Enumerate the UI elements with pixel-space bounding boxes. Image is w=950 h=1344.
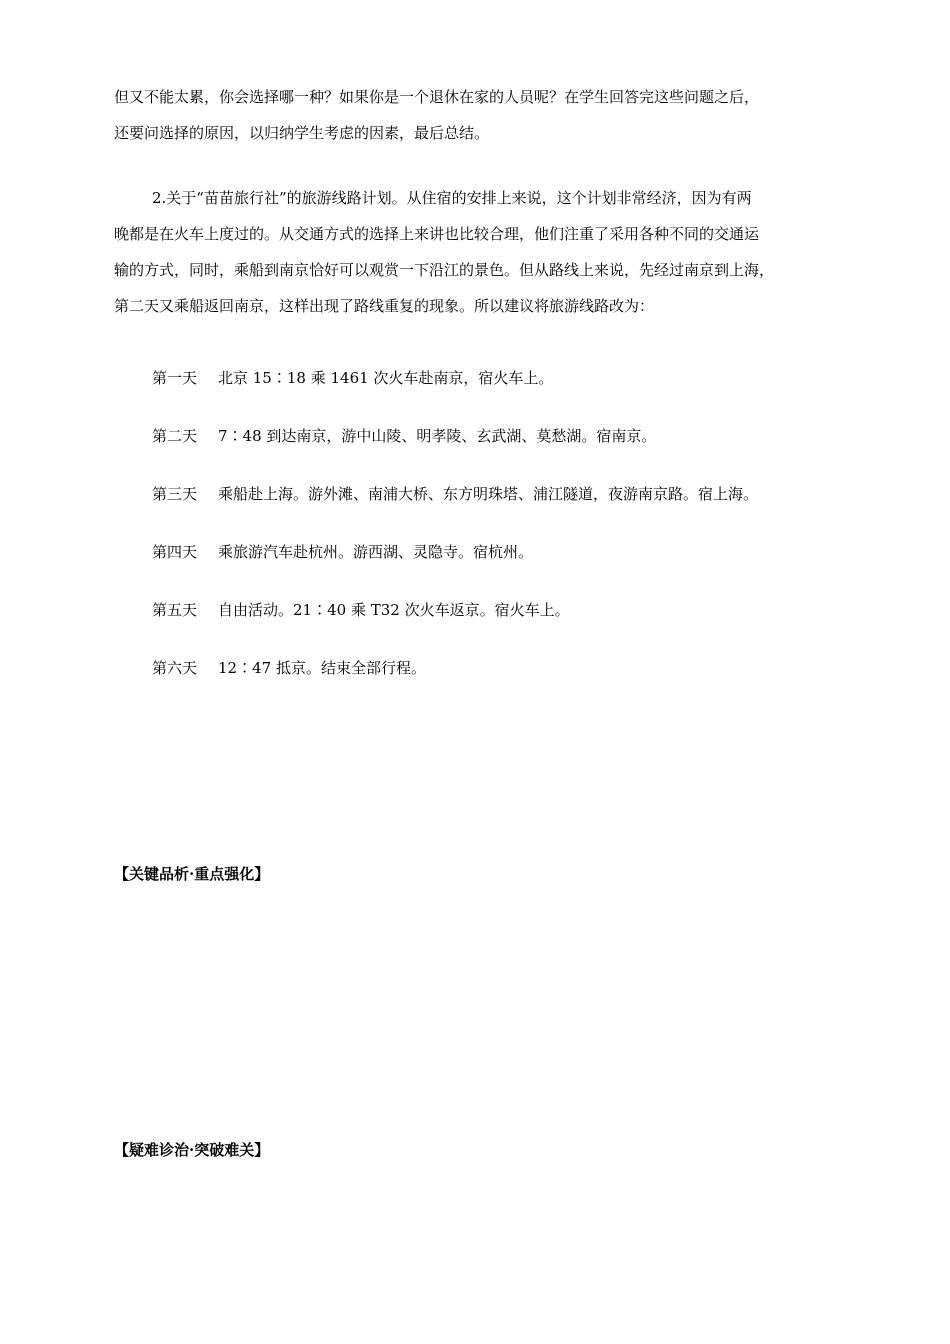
itinerary-day: 第六天 (152, 659, 198, 677)
itinerary-day: 第五天 (152, 601, 198, 619)
itinerary-text: 自由活动。21∶40 乘 T32 次火车返京。宿火车上。 (218, 601, 570, 619)
section-heading-difficulty: 【疑难诊治·突破难关】 (114, 1141, 270, 1159)
analysis-paragraph (114, 180, 839, 324)
intro-line-2: 还要问选择的原因，以归纳学生考虑的因素，最后总结。 (114, 124, 490, 142)
itinerary-text: 12∶47 抵京。结束全部行程。 (218, 659, 426, 677)
itinerary-text: 7∶48 到达南京，游中山陵、明孝陵、玄武湖、莫愁湖。宿南京。 (218, 427, 657, 445)
itinerary-item (152, 592, 758, 650)
itinerary-day: 第四天 (152, 543, 198, 561)
itinerary-text: 乘旅游汽车赴杭州。游西湖、灵隐寺。宿杭州。 (218, 543, 534, 561)
itinerary-item (152, 360, 758, 418)
analysis-line-3: 输的方式，同时，乘船到南京恰好可以观赏一下沿江的景色。但从路线上来说，先经过南京到上海， (114, 261, 775, 279)
itinerary-day: 第一天 (152, 369, 198, 387)
analysis-line-4: 第二天又乘船返回南京，这样出现了路线重复的现象。所以建议将旅游线路改为： (114, 297, 655, 315)
itinerary-item (152, 534, 758, 592)
itinerary-text: 北京 15∶18 乘 1461 次火车赴南京，宿火车上。 (218, 369, 554, 387)
itinerary-item (152, 476, 758, 534)
itinerary-item (152, 650, 758, 708)
itinerary-list (152, 360, 758, 708)
itinerary-text: 乘船赴上海。游外滩、南浦大桥、东方明珠塔、浦江隧道，夜游南京路。宿上海。 (218, 485, 759, 503)
itinerary-item (152, 418, 758, 476)
intro-line-1: 但又不能太累，你会选择哪一种？如果你是一个退休在家的人员呢？在学生回答完这些问题之后， (114, 88, 760, 106)
itinerary-day: 第二天 (152, 427, 198, 445)
analysis-line-2: 晚都是在火车上度过的。从交通方式的选择上来讲也比较合理，他们注重了采用各种不同的交通运 (114, 225, 760, 243)
itinerary-day: 第三天 (152, 485, 198, 503)
analysis-line-1: 2.关于“苗苗旅行社”的旅游线路计划。从住宿的安排上来说，这个计划非常经济，因为有两 (152, 189, 752, 207)
section-heading-key-analysis: 【关键品析·重点强化】 (114, 865, 270, 883)
intro-paragraph (114, 79, 839, 151)
